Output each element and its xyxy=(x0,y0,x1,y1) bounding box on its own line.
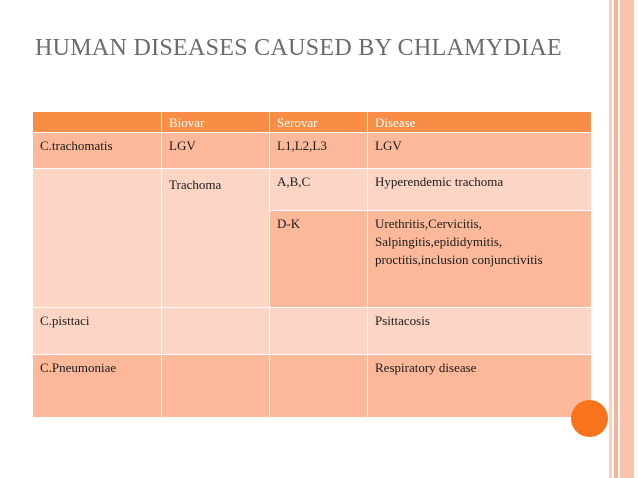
biovar-cell xyxy=(162,308,270,355)
table-row xyxy=(33,169,592,211)
species-cell: C.pisttaci xyxy=(33,308,162,355)
right-stripe-thin xyxy=(609,0,612,478)
serovar-cell xyxy=(270,308,368,355)
header-cell-disease: Disease xyxy=(368,112,592,133)
species-cell: C.Pneumoniae xyxy=(33,355,162,418)
disease-cell: LGV xyxy=(368,133,592,169)
biovar-cell: LGV xyxy=(162,133,270,169)
biovar-trachoma-label: Trachoma xyxy=(169,177,222,192)
header-cell-serovar: Serovar xyxy=(270,112,368,133)
serovar-cell: L1,L2,L3 xyxy=(270,133,368,169)
header-cell-species xyxy=(33,112,162,133)
right-stripe-mid xyxy=(614,0,618,478)
accent-circle-decoration xyxy=(571,400,608,437)
species-cell: C.trachomatis xyxy=(33,133,162,169)
header-row xyxy=(33,112,592,133)
slide-title: HUMAN DISEASES CAUSED BY CHLAMYDIAE xyxy=(35,35,562,61)
disease-table xyxy=(32,111,592,418)
right-stripe-wide xyxy=(620,0,634,478)
table-row xyxy=(33,133,592,169)
serovar-cell: A,B,C xyxy=(270,169,368,211)
header-cell-biovar: Biovar xyxy=(162,112,270,133)
disease-cell: Psittacosis xyxy=(368,308,592,355)
serovar-cell: D-K xyxy=(270,211,368,308)
table-row xyxy=(33,355,592,418)
disease-cell: Hyperendemic trachoma xyxy=(368,169,592,211)
disease-cell: Urethritis,Cervicitis, Salpingitis,epididymitis, proctitis,inclusion conjunctivitis xyxy=(368,211,592,308)
serovar-cell xyxy=(270,355,368,418)
disease-cell: Respiratory disease xyxy=(368,355,592,418)
species-cell xyxy=(33,169,162,308)
table-row xyxy=(33,308,592,355)
biovar-cell xyxy=(162,355,270,418)
biovar-cell-trachoma xyxy=(162,169,270,308)
